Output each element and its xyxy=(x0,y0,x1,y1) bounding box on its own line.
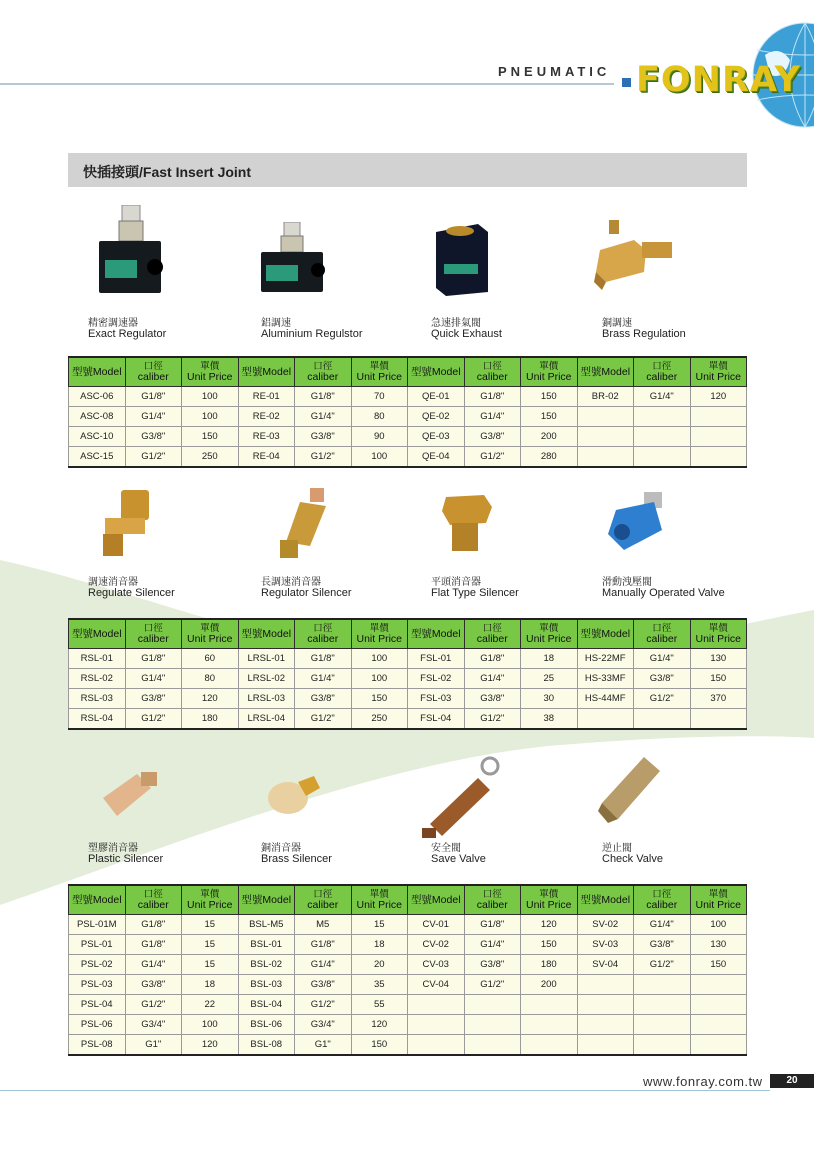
product-en-name: Brass Silencer xyxy=(261,853,332,865)
col-model: 型號Model xyxy=(238,885,295,915)
price-cell xyxy=(690,1015,747,1035)
caliber-cell: G3/8" xyxy=(125,427,182,447)
price-cell: 120 xyxy=(690,387,747,407)
model-cell xyxy=(577,1035,634,1056)
col-caliber: 口徑 caliber xyxy=(634,619,691,649)
product-cn-name: 滑動洩壓閥 xyxy=(602,577,652,588)
product-cn-name: 急速排氣閥 xyxy=(431,318,481,329)
model-cell: LRSL-01 xyxy=(238,649,295,669)
product-en-name: Regulate Silencer xyxy=(88,587,175,599)
price-cell xyxy=(521,995,578,1015)
caliber-cell: G1/2" xyxy=(634,689,691,709)
model-cell: BSL-02 xyxy=(238,955,295,975)
model-cell: LRSL-04 xyxy=(238,709,295,730)
spec-table-3 xyxy=(68,884,747,1056)
brand-logo: FONRAY xyxy=(636,60,801,100)
price-cell: 150 xyxy=(521,935,578,955)
product-en-name: Manually Operated Valve xyxy=(602,587,725,599)
caliber-cell: G1/2" xyxy=(464,447,521,468)
table-header-row xyxy=(69,357,747,387)
price-cell: 18 xyxy=(182,975,239,995)
col-model: 型號Model xyxy=(408,619,465,649)
caliber-cell: G1/4" xyxy=(295,955,352,975)
table-row xyxy=(69,915,747,935)
model-cell xyxy=(577,995,634,1015)
product-label-regulator-silencer xyxy=(261,577,352,599)
table-row xyxy=(69,955,747,975)
model-cell: SV-02 xyxy=(577,915,634,935)
product-cn-name: 銅消音器 xyxy=(261,843,301,854)
product-en-name: Regulator Silencer xyxy=(261,587,352,599)
product-label-flat-type-silencer xyxy=(431,577,519,599)
product-label-plastic-silencer xyxy=(88,843,163,865)
price-cell: 120 xyxy=(182,689,239,709)
price-cell: 100 xyxy=(690,915,747,935)
price-cell: 150 xyxy=(521,407,578,427)
col-caliber: 口徑 caliber xyxy=(125,357,182,387)
caliber-cell: G3/8" xyxy=(464,955,521,975)
price-cell: 180 xyxy=(182,709,239,730)
product-label-aluminium-regulator xyxy=(261,318,362,340)
price-cell xyxy=(690,427,747,447)
product-cn-name: 安全閥 xyxy=(431,843,461,854)
caliber-cell: G3/4" xyxy=(125,1015,182,1035)
save-valve-image xyxy=(420,754,510,844)
model-cell: PSL-03 xyxy=(69,975,126,995)
caliber-cell xyxy=(464,995,521,1015)
col-price: 單價 Unit Price xyxy=(521,885,578,915)
spec-table-2 xyxy=(68,618,747,730)
section-title: 快插接頭/Fast Insert Joint xyxy=(83,164,252,180)
page-number: 20 xyxy=(770,1074,814,1088)
model-cell: QE-04 xyxy=(408,447,465,468)
model-cell: BSL-01 xyxy=(238,935,295,955)
price-cell xyxy=(521,1015,578,1035)
col-caliber: 口徑 caliber xyxy=(464,357,521,387)
price-cell: 22 xyxy=(182,995,239,1015)
caliber-cell: G1/8" xyxy=(125,935,182,955)
col-model: 型號Model xyxy=(408,885,465,915)
caliber-cell: G3/8" xyxy=(464,689,521,709)
header-square-icon xyxy=(622,78,631,87)
exact-regulator-image xyxy=(95,205,170,300)
model-cell: BR-02 xyxy=(577,387,634,407)
model-cell: RE-03 xyxy=(238,427,295,447)
price-cell: 150 xyxy=(521,387,578,407)
model-cell: RSL-04 xyxy=(69,709,126,730)
product-en-name: Flat Type Silencer xyxy=(431,587,519,599)
price-cell: 200 xyxy=(521,975,578,995)
product-en-name: Plastic Silencer xyxy=(88,853,164,865)
table-row xyxy=(69,387,747,407)
price-cell: 80 xyxy=(182,669,239,689)
caliber-cell xyxy=(634,975,691,995)
caliber-cell: G1/2" xyxy=(295,447,352,468)
product-cn-name: 平頭消音器 xyxy=(431,577,481,588)
product-cn-name: 逆止閥 xyxy=(602,843,632,854)
model-cell: LRSL-03 xyxy=(238,689,295,709)
table-row xyxy=(69,995,747,1015)
caliber-cell: G1/8" xyxy=(295,935,352,955)
table-row xyxy=(69,427,747,447)
model-cell: SV-04 xyxy=(577,955,634,975)
price-cell xyxy=(690,407,747,427)
caliber-cell: G1/4" xyxy=(634,915,691,935)
col-price: 單價 Unit Price xyxy=(351,885,408,915)
model-cell: PSL-06 xyxy=(69,1015,126,1035)
caliber-cell xyxy=(634,407,691,427)
caliber-cell xyxy=(634,1015,691,1035)
caliber-cell: G3/8" xyxy=(125,689,182,709)
price-cell: 70 xyxy=(351,387,408,407)
col-model: 型號Model xyxy=(577,885,634,915)
col-caliber: 口徑 caliber xyxy=(125,619,182,649)
brass-silencer-image xyxy=(262,772,322,820)
caliber-cell: G1/4" xyxy=(125,669,182,689)
caliber-cell: G3/8" xyxy=(125,975,182,995)
caliber-cell: G1/8" xyxy=(125,387,182,407)
price-cell: 15 xyxy=(351,915,408,935)
price-cell xyxy=(690,1035,747,1056)
table-header-row xyxy=(69,619,747,649)
price-cell: 130 xyxy=(690,649,747,669)
model-cell: PSL-08 xyxy=(69,1035,126,1056)
product-en-name: Brass Regulation xyxy=(602,328,686,340)
price-cell: 120 xyxy=(182,1035,239,1056)
footer-line xyxy=(0,1090,770,1091)
price-cell: 180 xyxy=(521,955,578,975)
price-cell: 100 xyxy=(182,1015,239,1035)
quick-exhaust-image xyxy=(432,222,492,297)
price-cell xyxy=(690,447,747,468)
table-row xyxy=(69,689,747,709)
price-cell: 20 xyxy=(351,955,408,975)
col-price: 單價 Unit Price xyxy=(182,619,239,649)
col-model: 型號Model xyxy=(408,357,465,387)
caliber-cell: G1/8" xyxy=(295,387,352,407)
caliber-cell: G1" xyxy=(125,1035,182,1056)
regulate-silencer-image xyxy=(97,490,162,560)
product-cn-name: 塑膠消音器 xyxy=(88,843,138,854)
product-en-name: Quick Exhaust xyxy=(431,328,502,340)
col-caliber: 口徑 caliber xyxy=(295,885,352,915)
col-caliber: 口徑 caliber xyxy=(634,885,691,915)
table-header-row xyxy=(69,885,747,915)
caliber-cell xyxy=(634,447,691,468)
price-cell: 130 xyxy=(690,935,747,955)
col-price: 單價 Unit Price xyxy=(690,885,747,915)
product-cn-name: 鋁調速 xyxy=(261,318,291,329)
caliber-cell: G1/2" xyxy=(634,955,691,975)
caliber-cell: G1/4" xyxy=(634,649,691,669)
model-cell: RSL-01 xyxy=(69,649,126,669)
model-cell: SV-03 xyxy=(577,935,634,955)
model-cell: QE-01 xyxy=(408,387,465,407)
price-cell xyxy=(690,975,747,995)
model-cell: BSL-06 xyxy=(238,1015,295,1035)
price-cell: 100 xyxy=(351,649,408,669)
caliber-cell: G1/4" xyxy=(125,407,182,427)
table-row xyxy=(69,669,747,689)
price-cell: 38 xyxy=(521,709,578,730)
caliber-cell: G1/4" xyxy=(464,407,521,427)
col-price: 單價 Unit Price xyxy=(182,885,239,915)
table-row xyxy=(69,447,747,468)
table-row xyxy=(69,649,747,669)
caliber-cell: G1/2" xyxy=(125,709,182,730)
caliber-cell: G1/4" xyxy=(634,387,691,407)
product-label-check-valve xyxy=(602,843,663,865)
col-price: 單價 Unit Price xyxy=(521,357,578,387)
model-cell: PSL-01 xyxy=(69,935,126,955)
model-cell xyxy=(577,407,634,427)
plastic-silencer-image xyxy=(95,770,165,822)
product-en-name: Save Valve xyxy=(431,853,486,865)
price-cell: 150 xyxy=(182,427,239,447)
caliber-cell: G3/8" xyxy=(634,669,691,689)
caliber-cell: G3/8" xyxy=(295,975,352,995)
caliber-cell xyxy=(634,709,691,730)
col-model: 型號Model xyxy=(69,357,126,387)
price-cell: 100 xyxy=(182,387,239,407)
model-cell xyxy=(408,1015,465,1035)
col-caliber: 口徑 caliber xyxy=(464,885,521,915)
product-en-name: Exact Regulator xyxy=(88,328,167,340)
col-caliber: 口徑 caliber xyxy=(295,357,352,387)
price-cell: 60 xyxy=(182,649,239,669)
price-cell: 200 xyxy=(521,427,578,447)
table-row xyxy=(69,935,747,955)
header-pneumatic: PNEUMATIC xyxy=(498,64,611,79)
model-cell: HS-22MF xyxy=(577,649,634,669)
model-cell: CV-02 xyxy=(408,935,465,955)
price-cell: 120 xyxy=(351,1015,408,1035)
price-cell: 150 xyxy=(351,689,408,709)
model-cell: CV-01 xyxy=(408,915,465,935)
product-label-regulate-silencer xyxy=(88,577,175,599)
price-cell: 370 xyxy=(690,689,747,709)
price-cell: 90 xyxy=(351,427,408,447)
price-cell: 80 xyxy=(351,407,408,427)
caliber-cell: G1/8" xyxy=(464,387,521,407)
price-cell: 100 xyxy=(182,407,239,427)
model-cell: ASC-08 xyxy=(69,407,126,427)
caliber-cell: G1" xyxy=(295,1035,352,1056)
model-cell: BSL-04 xyxy=(238,995,295,1015)
product-label-brass-silencer xyxy=(261,843,332,865)
col-price: 單價 Unit Price xyxy=(351,619,408,649)
col-price: 單價 Unit Price xyxy=(182,357,239,387)
model-cell: RSL-03 xyxy=(69,689,126,709)
caliber-cell: G1/4" xyxy=(125,955,182,975)
caliber-cell xyxy=(634,995,691,1015)
product-label-exact-regulator xyxy=(88,318,166,340)
price-cell: 15 xyxy=(182,935,239,955)
product-en-name: Aluminium Regulstor xyxy=(261,328,363,340)
model-cell: FSL-03 xyxy=(408,689,465,709)
price-cell: 35 xyxy=(351,975,408,995)
model-cell: RE-01 xyxy=(238,387,295,407)
model-cell: FSL-04 xyxy=(408,709,465,730)
col-model: 型號Model xyxy=(577,357,634,387)
price-cell: 250 xyxy=(351,709,408,730)
model-cell: BSL-03 xyxy=(238,975,295,995)
caliber-cell: G1/8" xyxy=(125,915,182,935)
price-cell: 15 xyxy=(182,955,239,975)
price-cell: 120 xyxy=(521,915,578,935)
model-cell: ASC-10 xyxy=(69,427,126,447)
price-cell: 18 xyxy=(351,935,408,955)
caliber-cell: G1/8" xyxy=(464,915,521,935)
model-cell: BSL-M5 xyxy=(238,915,295,935)
model-cell: HS-33MF xyxy=(577,669,634,689)
model-cell: FSL-02 xyxy=(408,669,465,689)
model-cell xyxy=(577,975,634,995)
product-label-manually-operated-valve xyxy=(602,577,725,599)
col-caliber: 口徑 caliber xyxy=(295,619,352,649)
model-cell: LRSL-02 xyxy=(238,669,295,689)
caliber-cell: G3/8" xyxy=(634,935,691,955)
price-cell: 25 xyxy=(521,669,578,689)
model-cell: CV-04 xyxy=(408,975,465,995)
model-cell: RE-02 xyxy=(238,407,295,427)
model-cell: QE-03 xyxy=(408,427,465,447)
price-cell: 100 xyxy=(351,669,408,689)
caliber-cell: G1/2" xyxy=(464,975,521,995)
caliber-cell: G1/2" xyxy=(125,995,182,1015)
price-cell: 280 xyxy=(521,447,578,468)
product-cn-name: 調速消音器 xyxy=(88,577,138,588)
caliber-cell: G1/8" xyxy=(125,649,182,669)
product-label-brass-regulation xyxy=(602,318,686,340)
col-caliber: 口徑 caliber xyxy=(634,357,691,387)
model-cell xyxy=(577,427,634,447)
col-caliber: 口徑 caliber xyxy=(464,619,521,649)
col-model: 型號Model xyxy=(69,885,126,915)
caliber-cell xyxy=(464,1015,521,1035)
table-row xyxy=(69,407,747,427)
price-cell: 150 xyxy=(690,669,747,689)
caliber-cell: G1/2" xyxy=(125,447,182,468)
price-cell xyxy=(521,1035,578,1056)
spec-table-1 xyxy=(68,356,747,468)
caliber-cell: G3/4" xyxy=(295,1015,352,1035)
model-cell: RSL-02 xyxy=(69,669,126,689)
col-model: 型號Model xyxy=(238,619,295,649)
caliber-cell: G3/8" xyxy=(295,689,352,709)
header-line xyxy=(0,83,614,85)
price-cell: 150 xyxy=(351,1035,408,1056)
price-cell: 18 xyxy=(521,649,578,669)
model-cell: ASC-15 xyxy=(69,447,126,468)
caliber-cell: G1/2" xyxy=(464,709,521,730)
price-cell xyxy=(690,709,747,730)
manually-operated-valve-image xyxy=(604,490,669,555)
table-row xyxy=(69,1035,747,1056)
caliber-cell xyxy=(634,427,691,447)
model-cell xyxy=(577,709,634,730)
caliber-cell: G1/8" xyxy=(295,649,352,669)
model-cell xyxy=(408,995,465,1015)
brass-regulation-image xyxy=(594,220,679,290)
model-cell xyxy=(408,1035,465,1056)
model-cell: FSL-01 xyxy=(408,649,465,669)
caliber-cell: G1/4" xyxy=(464,935,521,955)
col-price: 單價 Unit Price xyxy=(690,619,747,649)
price-cell: 150 xyxy=(690,955,747,975)
col-model: 型號Model xyxy=(238,357,295,387)
product-label-save-valve xyxy=(431,843,486,865)
caliber-cell: G1/8" xyxy=(464,649,521,669)
model-cell xyxy=(577,1015,634,1035)
model-cell: PSL-02 xyxy=(69,955,126,975)
model-cell: BSL-08 xyxy=(238,1035,295,1056)
caliber-cell: G1/2" xyxy=(295,995,352,1015)
caliber-cell: M5 xyxy=(295,915,352,935)
product-cn-name: 精密調速器 xyxy=(88,318,138,329)
product-cn-name: 銅調速 xyxy=(602,318,632,329)
caliber-cell: G1/4" xyxy=(295,407,352,427)
caliber-cell: G3/8" xyxy=(295,427,352,447)
caliber-cell: G3/8" xyxy=(464,427,521,447)
col-caliber: 口徑 caliber xyxy=(125,885,182,915)
model-cell xyxy=(577,447,634,468)
table-row xyxy=(69,709,747,730)
footer-url[interactable]: www.fonray.com.tw xyxy=(643,1074,763,1089)
price-cell: 100 xyxy=(351,447,408,468)
price-cell: 55 xyxy=(351,995,408,1015)
regulator-silencer-image xyxy=(270,488,340,563)
product-cn-name: 長調速消音器 xyxy=(261,577,321,588)
col-price: 單價 Unit Price xyxy=(690,357,747,387)
model-cell: QE-02 xyxy=(408,407,465,427)
product-label-quick-exhaust xyxy=(431,318,502,340)
model-cell: PSL-04 xyxy=(69,995,126,1015)
model-cell: CV-03 xyxy=(408,955,465,975)
model-cell: RE-04 xyxy=(238,447,295,468)
check-valve-image xyxy=(598,753,666,823)
col-model: 型號Model xyxy=(577,619,634,649)
caliber-cell: G1/4" xyxy=(295,669,352,689)
model-cell: PSL-01M xyxy=(69,915,126,935)
caliber-cell: G1/2" xyxy=(295,709,352,730)
price-cell xyxy=(690,995,747,1015)
aluminium-regulator-image xyxy=(258,222,330,297)
product-en-name: Check Valve xyxy=(602,853,663,865)
price-cell: 250 xyxy=(182,447,239,468)
price-cell: 30 xyxy=(521,689,578,709)
model-cell: ASC-06 xyxy=(69,387,126,407)
col-price: 單價 Unit Price xyxy=(521,619,578,649)
caliber-cell xyxy=(634,1035,691,1056)
caliber-cell: G1/4" xyxy=(464,669,521,689)
col-price: 單價 Unit Price xyxy=(351,357,408,387)
flat-type-silencer-image xyxy=(436,493,496,555)
col-model: 型號Model xyxy=(69,619,126,649)
table-row xyxy=(69,975,747,995)
model-cell: HS-44MF xyxy=(577,689,634,709)
caliber-cell xyxy=(464,1035,521,1056)
price-cell: 15 xyxy=(182,915,239,935)
table-row xyxy=(69,1015,747,1035)
